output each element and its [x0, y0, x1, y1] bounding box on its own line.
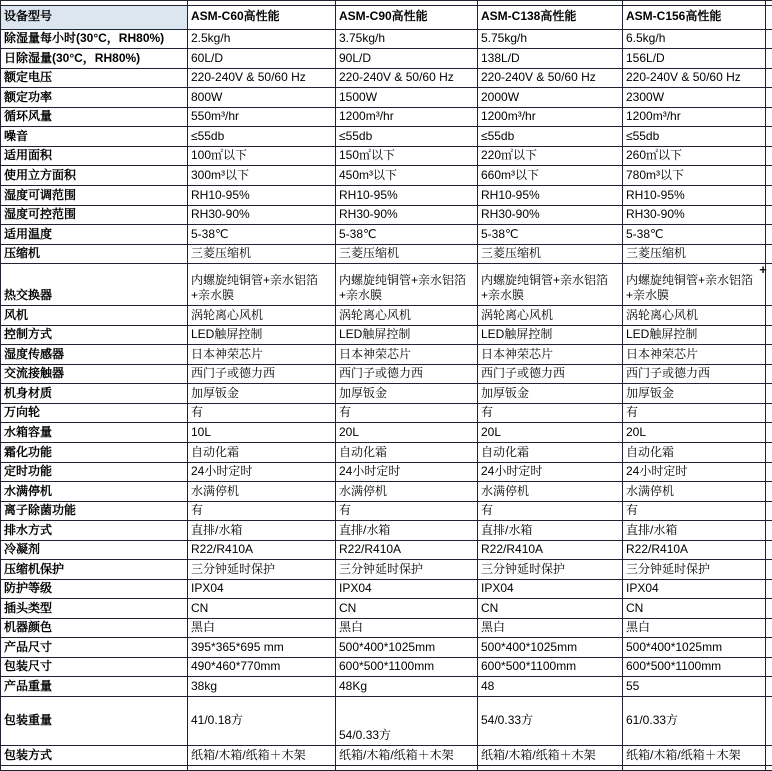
grid-spacer-cell	[766, 540, 772, 560]
grid-spacer-cell	[766, 244, 772, 264]
grid-spacer-cell	[766, 462, 772, 482]
value-cell[interactable]: RH10-95%	[336, 186, 478, 206]
value-cell[interactable]: 日本神荣芯片	[336, 345, 478, 365]
value-cell[interactable]: 600*500*1100mm	[478, 657, 623, 677]
grid-spacer-cell	[766, 482, 772, 502]
table-row	[1, 325, 772, 345]
value-cell[interactable]: 54/0.33方	[336, 696, 478, 745]
row-label-cell[interactable]: 产品尺寸	[1, 638, 188, 658]
value-cell[interactable]: IPX04	[336, 579, 478, 599]
grid-spacer-cell	[766, 638, 772, 658]
row-label-cell[interactable]: 使用立方面积	[1, 166, 188, 186]
value-cell[interactable]: 20L	[336, 423, 478, 443]
grid-spacer-cell	[766, 49, 772, 69]
grid-spacer-cell	[478, 765, 623, 770]
value-cell[interactable]: 90L/D	[336, 49, 478, 69]
row-label-cell[interactable]: 万向轮	[1, 403, 188, 423]
value-cell[interactable]: 有	[623, 501, 766, 521]
table-row	[1, 225, 772, 245]
row-label-cell[interactable]: 热交换器	[1, 264, 188, 306]
grid-spacer-cell	[766, 560, 772, 580]
grid-spacer-cell	[766, 306, 772, 326]
value-cell[interactable]: 有	[623, 403, 766, 423]
grid-spacer-cell	[766, 501, 772, 521]
value-cell[interactable]: 395*365*695 mm	[188, 638, 336, 658]
value-cell[interactable]: 纸箱/木箱/纸箱＋木架	[188, 746, 336, 766]
value-cell[interactable]: 24小时定时	[623, 462, 766, 482]
grid-spacer-cell	[766, 107, 772, 127]
grid-spacer-cell	[766, 746, 772, 766]
grid-spacer-cell	[766, 88, 772, 108]
value-cell[interactable]: CN	[478, 599, 623, 619]
value-cell[interactable]: 西门子或德力西	[336, 364, 478, 384]
value-cell[interactable]: 780m³以下	[623, 166, 766, 186]
table-row	[1, 403, 772, 423]
value-cell[interactable]: 水满停机	[478, 482, 623, 502]
value-cell[interactable]: RH10-95%	[478, 186, 623, 206]
value-cell[interactable]: 220-240V & 50/60 Hz	[478, 68, 623, 88]
table-row	[1, 618, 772, 638]
row-label-cell[interactable]: 冷凝剂	[1, 540, 188, 560]
value-cell[interactable]: 150㎡以下	[336, 146, 478, 166]
value-cell[interactable]: 加厚钣金	[188, 384, 336, 404]
value-cell[interactable]: 60L/D	[188, 49, 336, 69]
grid-spacer-cell	[766, 657, 772, 677]
row-label-cell[interactable]: 噪音	[1, 127, 188, 147]
value-cell[interactable]: 6.5kg/h	[623, 29, 766, 49]
table-row	[1, 462, 772, 482]
value-cell[interactable]: 660m³以下	[478, 166, 623, 186]
value-cell[interactable]: 有	[188, 501, 336, 521]
table-row	[1, 521, 772, 541]
table-row	[1, 384, 772, 404]
value-cell[interactable]: 自动化霜	[478, 443, 623, 463]
value-cell[interactable]: 水满停机	[188, 482, 336, 502]
value-cell[interactable]: 纸箱/木箱/纸箱＋木架	[336, 746, 478, 766]
value-cell[interactable]: 2000W	[478, 88, 623, 108]
row-label-cell[interactable]: 防护等级	[1, 579, 188, 599]
value-cell[interactable]: 55	[623, 677, 766, 697]
value-cell[interactable]: 48	[478, 677, 623, 697]
table-row	[1, 482, 772, 502]
value-cell[interactable]: 三菱压缩机	[188, 244, 336, 264]
value-cell[interactable]: 直排/水箱	[623, 521, 766, 541]
value-cell[interactable]: 24小时定时	[336, 462, 478, 482]
value-cell[interactable]: 自动化霜	[623, 443, 766, 463]
grid-spacer-cell	[766, 696, 772, 745]
value-cell[interactable]: 涡轮离心风机	[623, 306, 766, 326]
value-cell[interactable]: 直排/水箱	[188, 521, 336, 541]
row-label-cell[interactable]: 机身材质	[1, 384, 188, 404]
value-cell[interactable]: 三菱压缩机	[336, 244, 478, 264]
value-cell[interactable]: 500*400*1025mm	[336, 638, 478, 658]
value-cell[interactable]: 220-240V & 50/60 Hz	[336, 68, 478, 88]
row-label-cell[interactable]: 适用温度	[1, 225, 188, 245]
row-label-cell[interactable]: 控制方式	[1, 325, 188, 345]
cell-cursor-plus-icon: +	[759, 262, 767, 277]
table-row	[1, 657, 772, 677]
table-row	[1, 696, 772, 745]
table-row	[1, 127, 772, 147]
value-cell[interactable]: 38kg	[188, 677, 336, 697]
table-row	[1, 186, 772, 206]
table-row	[1, 107, 772, 127]
value-cell[interactable]: 三分钟延时保护	[478, 560, 623, 580]
value-cell[interactable]: 1200m³/hr	[478, 107, 623, 127]
value-cell[interactable]: 20L	[623, 423, 766, 443]
bottom-partial-row	[1, 765, 772, 770]
row-label-cell[interactable]: 压缩机保护	[1, 560, 188, 580]
value-cell[interactable]: 自动化霜	[188, 443, 336, 463]
value-cell[interactable]: 5-38℃	[188, 225, 336, 245]
row-label-cell[interactable]: 额定功率	[1, 88, 188, 108]
value-cell[interactable]: 内螺旋纯铜管+亲水铝箔+亲水膜	[478, 264, 623, 306]
value-cell[interactable]: 550m³/hr	[188, 107, 336, 127]
value-cell[interactable]: 100㎡以下	[188, 146, 336, 166]
value-cell[interactable]: 三分钟延时保护	[623, 560, 766, 580]
value-cell[interactable]: 156L/D	[623, 49, 766, 69]
value-cell[interactable]: 450m³以下	[336, 166, 478, 186]
grid-spacer-cell	[766, 364, 772, 384]
value-cell[interactable]: 490*460*770mm	[188, 657, 336, 677]
value-cell[interactable]: RH10-95%	[623, 186, 766, 206]
value-cell[interactable]: LED触屏控制	[623, 325, 766, 345]
value-cell[interactable]: LED触屏控制	[336, 325, 478, 345]
value-cell[interactable]: 纸箱/木箱/纸箱＋木架	[478, 746, 623, 766]
value-cell[interactable]: 24小时定时	[478, 462, 623, 482]
model-header-cell[interactable]: ASM-C60高性能	[188, 6, 336, 30]
value-cell[interactable]: 西门子或德力西	[188, 364, 336, 384]
value-cell[interactable]: RH30-90%	[623, 205, 766, 225]
value-cell[interactable]: 黑白	[623, 618, 766, 638]
value-cell[interactable]: 3.75kg/h	[336, 29, 478, 49]
value-cell[interactable]: 直排/水箱	[336, 521, 478, 541]
row-label-cell[interactable]: 湿度可控范围	[1, 205, 188, 225]
value-cell[interactable]: IPX04	[478, 579, 623, 599]
row-label-cell[interactable]: 交流接触器	[1, 364, 188, 384]
value-cell[interactable]: CN	[188, 599, 336, 619]
value-cell[interactable]: 500*400*1025mm	[478, 638, 623, 658]
row-label-cell[interactable]: 湿度传感器	[1, 345, 188, 365]
row-label-cell[interactable]: 水箱容量	[1, 423, 188, 443]
grid-spacer-cell	[766, 6, 772, 30]
value-cell[interactable]: 1200m³/hr	[336, 107, 478, 127]
value-cell[interactable]: 61/0.33方	[623, 696, 766, 745]
value-cell[interactable]: IPX04	[188, 579, 336, 599]
value-cell[interactable]: 500*400*1025mm	[623, 638, 766, 658]
table-row	[1, 540, 772, 560]
value-cell[interactable]: R22/R410A	[478, 540, 623, 560]
row-label-cell[interactable]: 额定电压	[1, 68, 188, 88]
grid-spacer-cell	[766, 127, 772, 147]
value-cell[interactable]: CN	[336, 599, 478, 619]
grid-spacer-cell	[766, 325, 772, 345]
table-row	[1, 501, 772, 521]
value-cell[interactable]: 41/0.18方	[188, 696, 336, 745]
grid-spacer-cell	[336, 765, 478, 770]
row-label-cell[interactable]: 排水方式	[1, 521, 188, 541]
model-header-cell[interactable]: ASM-C90高性能	[336, 6, 478, 30]
value-cell[interactable]: ≤55db	[623, 127, 766, 147]
value-cell[interactable]: 220-240V & 50/60 Hz	[623, 68, 766, 88]
grid-spacer-cell	[766, 166, 772, 186]
value-cell[interactable]: RH30-90%	[188, 205, 336, 225]
grid-spacer-cell	[766, 579, 772, 599]
value-cell[interactable]: 有	[336, 501, 478, 521]
value-cell[interactable]: 涡轮离心风机	[478, 306, 623, 326]
value-cell[interactable]: R22/R410A	[336, 540, 478, 560]
value-cell[interactable]: 日本神荣芯片	[478, 345, 623, 365]
grid-spacer-cell	[766, 403, 772, 423]
table-row	[1, 560, 772, 580]
grid-spacer-cell	[766, 146, 772, 166]
value-cell[interactable]: R22/R410A	[188, 540, 336, 560]
value-cell[interactable]: 三分钟延时保护	[188, 560, 336, 580]
row-label-cell[interactable]: 风机	[1, 306, 188, 326]
grid-spacer-cell	[766, 423, 772, 443]
value-cell[interactable]: 5-38℃	[623, 225, 766, 245]
value-cell[interactable]: 内螺旋纯铜管+亲水铝箔+亲水膜	[623, 264, 766, 306]
value-cell[interactable]: R22/R410A	[623, 540, 766, 560]
grid-spacer-cell	[766, 264, 772, 306]
value-cell[interactable]: IPX04	[623, 579, 766, 599]
grid-spacer-cell	[766, 205, 772, 225]
value-cell[interactable]: 220㎡以下	[478, 146, 623, 166]
grid-spacer-cell	[766, 186, 772, 206]
grid-spacer-cell	[1, 765, 188, 770]
grid-spacer-cell	[766, 225, 772, 245]
value-cell[interactable]: 三菱压缩机	[623, 244, 766, 264]
table-row	[1, 423, 772, 443]
table-row	[1, 244, 772, 264]
value-cell[interactable]: LED触屏控制	[188, 325, 336, 345]
value-cell[interactable]: 涡轮离心风机	[188, 306, 336, 326]
row-label-cell[interactable]: 除湿量每小时(30°C，RH80%)	[1, 29, 188, 49]
value-cell[interactable]: 5-38℃	[336, 225, 478, 245]
table-row	[1, 29, 772, 49]
table-row	[1, 746, 772, 766]
row-label-cell[interactable]: 压缩机	[1, 244, 188, 264]
value-cell[interactable]: 加厚钣金	[336, 384, 478, 404]
row-label-cell[interactable]: 日除湿量(30°C，RH80%)	[1, 49, 188, 69]
row-label-cell[interactable]: 定时功能	[1, 462, 188, 482]
value-cell[interactable]: 600*500*1100mm	[623, 657, 766, 677]
table-row	[1, 166, 772, 186]
value-cell[interactable]: ≤55db	[336, 127, 478, 147]
value-cell[interactable]: 2300W	[623, 88, 766, 108]
grid-spacer-cell	[766, 443, 772, 463]
value-cell[interactable]: 54/0.33方	[478, 696, 623, 745]
value-cell[interactable]: 260㎡以下	[623, 146, 766, 166]
value-cell[interactable]: 黑白	[478, 618, 623, 638]
table-row	[1, 345, 772, 365]
table-row	[1, 677, 772, 697]
value-cell[interactable]: 有	[336, 403, 478, 423]
value-cell[interactable]: 48Kg	[336, 677, 478, 697]
row-label-cell[interactable]: 插头类型	[1, 599, 188, 619]
grid-spacer-cell	[623, 765, 766, 770]
value-cell[interactable]: LED触屏控制	[478, 325, 623, 345]
table-row	[1, 599, 772, 619]
value-cell[interactable]: 黑白	[188, 618, 336, 638]
table-row	[1, 68, 772, 88]
value-cell[interactable]: 涡轮离心风机	[336, 306, 478, 326]
model-header-cell[interactable]: ASM-C156高性能	[623, 6, 766, 30]
value-cell[interactable]: 日本神荣芯片	[188, 345, 336, 365]
value-cell[interactable]: 西门子或德力西	[478, 364, 623, 384]
value-cell[interactable]: 有	[478, 403, 623, 423]
row-label-cell[interactable]: 水满停机	[1, 482, 188, 502]
grid-spacer-cell	[766, 521, 772, 541]
table-row	[1, 638, 772, 658]
value-cell[interactable]: CN	[623, 599, 766, 619]
value-cell[interactable]: 三菱压缩机	[478, 244, 623, 264]
value-cell[interactable]: 直排/水箱	[478, 521, 623, 541]
grid-spacer-cell	[766, 29, 772, 49]
row-label-cell[interactable]: 循环风量	[1, 107, 188, 127]
header-row	[1, 6, 772, 30]
value-cell[interactable]: 有	[478, 501, 623, 521]
table-row	[1, 579, 772, 599]
corner-label-cell[interactable]: 设备型号	[1, 6, 188, 30]
row-label-cell[interactable]: 包装方式	[1, 746, 188, 766]
row-label-cell[interactable]: 适用面积	[1, 146, 188, 166]
row-label-cell[interactable]: 包装重量	[1, 696, 188, 745]
value-cell[interactable]: 800W	[188, 88, 336, 108]
value-cell[interactable]: ≤55db	[188, 127, 336, 147]
grid-spacer-cell	[766, 384, 772, 404]
value-cell[interactable]: 600*500*1100mm	[336, 657, 478, 677]
value-cell[interactable]: 10L	[188, 423, 336, 443]
table-row	[1, 146, 772, 166]
value-cell[interactable]: 内螺旋纯铜管+亲水铝箔+亲水膜	[336, 264, 478, 306]
value-cell[interactable]: 黑白	[336, 618, 478, 638]
grid-spacer-cell	[188, 765, 336, 770]
model-header-cell[interactable]: ASM-C138高性能	[478, 6, 623, 30]
table-row	[1, 306, 772, 326]
row-label-cell[interactable]: 产品重量	[1, 677, 188, 697]
value-cell[interactable]: ≤55db	[478, 127, 623, 147]
grid-spacer-cell	[766, 68, 772, 88]
value-cell[interactable]: 水满停机	[623, 482, 766, 502]
grid-spacer-cell	[766, 765, 772, 770]
value-cell[interactable]: 1200m³/hr	[623, 107, 766, 127]
value-cell[interactable]: 水满停机	[336, 482, 478, 502]
value-cell[interactable]: 加厚钣金	[478, 384, 623, 404]
value-cell[interactable]: 24小时定时	[188, 462, 336, 482]
table-row	[1, 264, 772, 306]
value-cell[interactable]: 300m³以下	[188, 166, 336, 186]
value-cell[interactable]: 138L/D	[478, 49, 623, 69]
table-row	[1, 443, 772, 463]
row-label-cell[interactable]: 机器颜色	[1, 618, 188, 638]
value-cell[interactable]: 内螺旋纯铜管+亲水铝箔+亲水膜	[188, 264, 336, 306]
value-cell[interactable]: 20L	[478, 423, 623, 443]
value-cell[interactable]: 自动化霜	[336, 443, 478, 463]
grid-spacer-cell	[766, 345, 772, 365]
row-label-cell[interactable]: 包装尺寸	[1, 657, 188, 677]
value-cell[interactable]: RH30-90%	[336, 205, 478, 225]
value-cell[interactable]: 三分钟延时保护	[336, 560, 478, 580]
value-cell[interactable]: 5.75kg/h	[478, 29, 623, 49]
value-cell[interactable]: 220-240V & 50/60 Hz	[188, 68, 336, 88]
table-row	[1, 49, 772, 69]
value-cell[interactable]: 加厚钣金	[623, 384, 766, 404]
row-label-cell[interactable]: 霜化功能	[1, 443, 188, 463]
value-cell[interactable]: 1500W	[336, 88, 478, 108]
grid-spacer-cell	[766, 599, 772, 619]
table-row	[1, 205, 772, 225]
table-row	[1, 364, 772, 384]
value-cell[interactable]: 5-38℃	[478, 225, 623, 245]
row-label-cell[interactable]: 湿度可调范围	[1, 186, 188, 206]
value-cell[interactable]: 有	[188, 403, 336, 423]
grid-spacer-cell	[766, 618, 772, 638]
value-cell[interactable]: 日本神荣芯片	[623, 345, 766, 365]
grid-spacer-cell	[766, 677, 772, 697]
value-cell[interactable]: 纸箱/木箱/纸箱＋木架	[623, 746, 766, 766]
row-label-cell[interactable]: 离子除菌功能	[1, 501, 188, 521]
value-cell[interactable]: 西门子或德力西	[623, 364, 766, 384]
value-cell[interactable]: RH10-95%	[188, 186, 336, 206]
value-cell[interactable]: 2.5kg/h	[188, 29, 336, 49]
table-row	[1, 88, 772, 108]
value-cell[interactable]: RH30-90%	[478, 205, 623, 225]
